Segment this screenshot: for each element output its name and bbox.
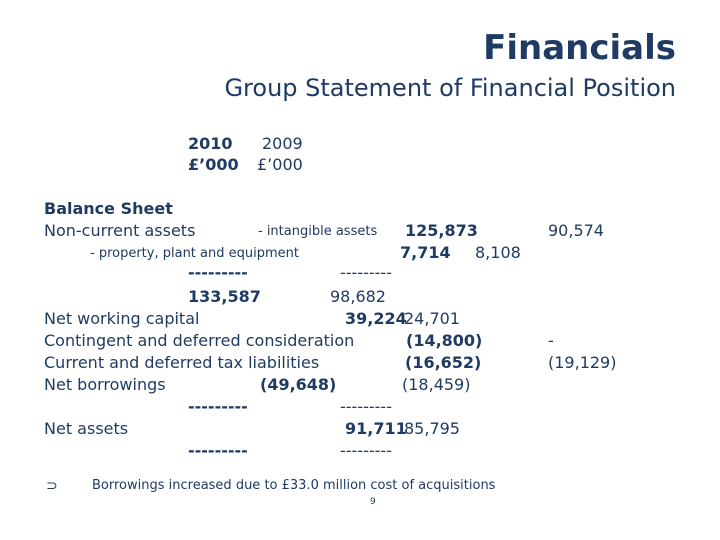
page-number: 9 bbox=[370, 497, 376, 507]
net-assets-rule-2009: --------- bbox=[340, 397, 392, 416]
non-current-assets-label: Non-current assets bbox=[44, 221, 196, 240]
net-working-capital-2009: 24,701 bbox=[404, 309, 460, 328]
net-assets-label: Net assets bbox=[44, 419, 129, 438]
net-borrowings-2010: (49,648) bbox=[260, 375, 337, 394]
net-working-capital-2010: 39,224 bbox=[345, 309, 407, 328]
final-rule-2009: --------- bbox=[340, 441, 392, 460]
contingent-consideration-2009: - bbox=[548, 331, 554, 350]
intangible-value-2009: 90,574 bbox=[548, 221, 604, 240]
col-unit-2009: £’000 bbox=[257, 155, 303, 174]
footnote-text: Borrowings increased due to £33.0 million cost of acquisitions bbox=[92, 478, 496, 493]
net-borrowings-label: Net borrowings bbox=[44, 375, 166, 394]
ppe-label: - property, plant and equipment bbox=[90, 246, 299, 261]
slide-title: Financials bbox=[483, 28, 676, 68]
subtotal-value-2009: 98,682 bbox=[330, 287, 386, 306]
subtotal-value-2010: 133,587 bbox=[188, 287, 261, 306]
intangible-assets-label: - intangible assets bbox=[258, 224, 378, 239]
bullet-icon: ⊃ bbox=[46, 478, 58, 494]
tax-liabilities-2009: (19,129) bbox=[548, 353, 617, 372]
net-borrowings-2009: (18,459) bbox=[402, 375, 471, 394]
col-year-2009: 2009 bbox=[262, 134, 303, 153]
col-unit-2010: £’000 bbox=[188, 155, 239, 174]
net-working-capital-label: Net working capital bbox=[44, 309, 200, 328]
final-rule-2010: --------- bbox=[188, 441, 248, 460]
contingent-consideration-label: Contingent and deferred consideration bbox=[44, 331, 355, 350]
contingent-consideration-2010: (14,800) bbox=[406, 331, 483, 350]
balance-sheet-heading: Balance Sheet bbox=[44, 199, 173, 218]
slide-subtitle: Group Statement of Financial Position bbox=[224, 74, 676, 102]
net-assets-2009: 85,795 bbox=[404, 419, 460, 438]
ppe-value-2010: 7,714 bbox=[400, 243, 451, 262]
tax-liabilities-label: Current and deferred tax liabilities bbox=[44, 353, 320, 372]
net-assets-rule-2010: --------- bbox=[188, 397, 248, 416]
tax-liabilities-2010: (16,652) bbox=[405, 353, 482, 372]
ppe-value-2009: 8,108 bbox=[475, 243, 521, 262]
subtotal-rule-2009: --------- bbox=[340, 263, 392, 282]
subtotal-rule-2010: --------- bbox=[188, 263, 248, 282]
col-year-2010: 2010 bbox=[188, 134, 233, 153]
net-assets-2010: 91,711 bbox=[345, 419, 407, 438]
intangible-value-2010: 125,873 bbox=[405, 221, 478, 240]
